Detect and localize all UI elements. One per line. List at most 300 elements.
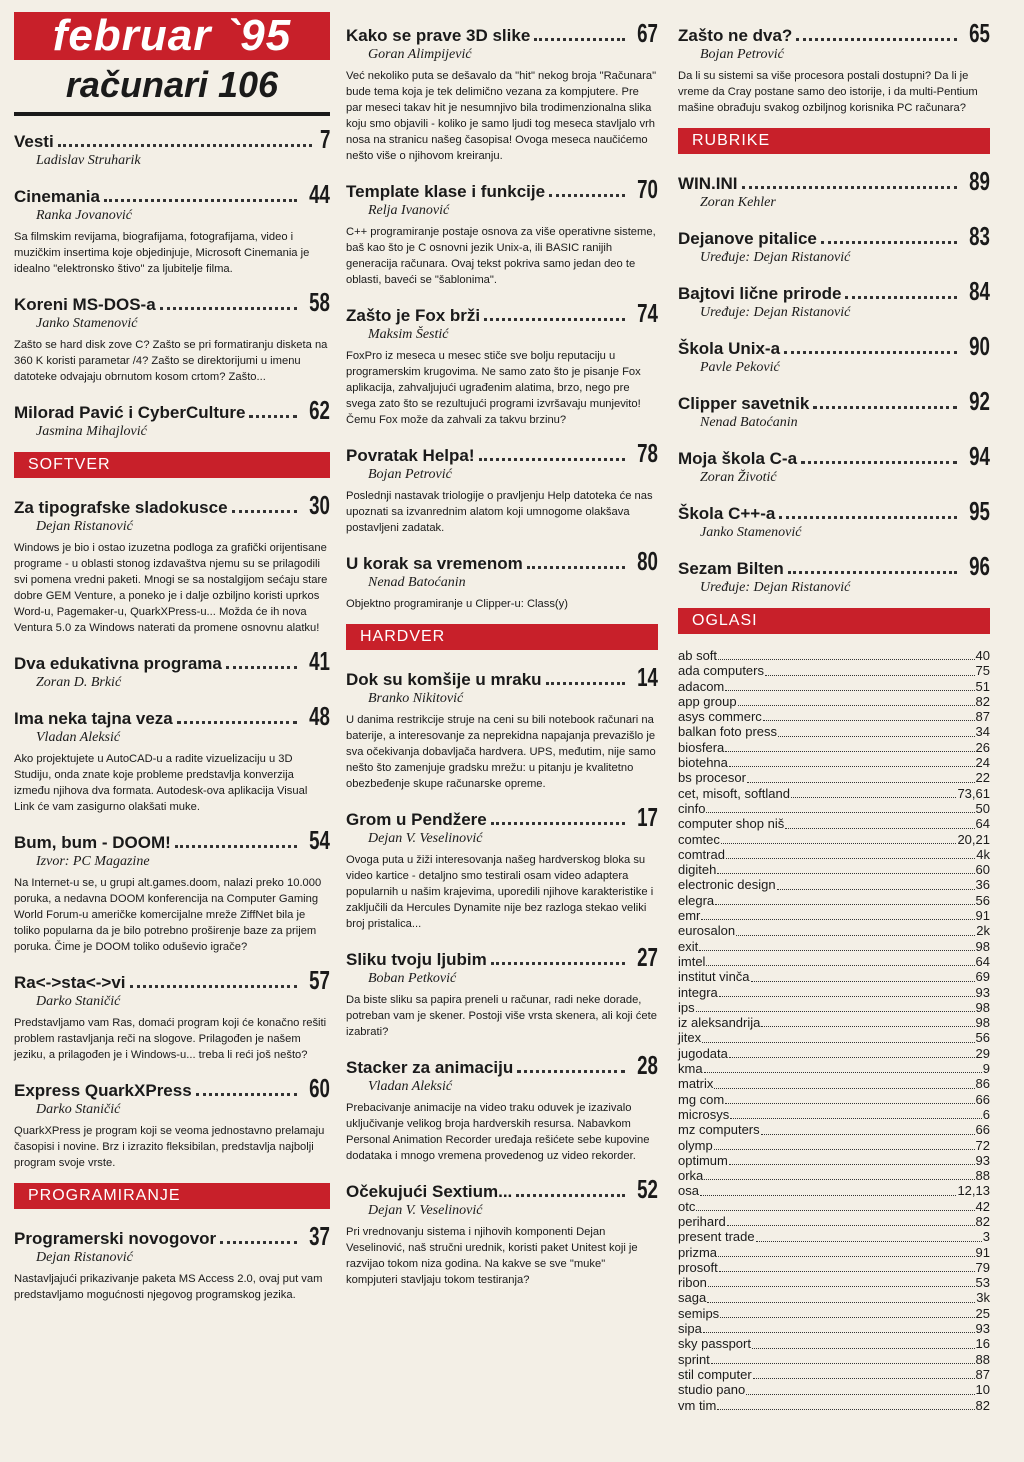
article-title: Cinemania <box>14 187 100 206</box>
leader-dots <box>517 1070 625 1073</box>
advertiser-row[interactable] <box>678 1382 990 1397</box>
article-description: Da biste sliku sa papira preneli u računar, radi neke dorade, potreban vam je skener. Postoji više vrsta skenera, ali koji ćete izabrati? <box>346 994 657 1038</box>
page-number: 41 <box>309 646 330 676</box>
advertiser-row[interactable] <box>678 1352 990 1367</box>
advertiser-name: ips <box>678 999 695 1015</box>
article-entry[interactable] <box>346 20 658 164</box>
article-title: U korak sa vremenom <box>346 554 523 573</box>
article-entry[interactable] <box>346 944 658 1040</box>
advertiser-name: mg com <box>678 1091 725 1107</box>
advertiser-row[interactable] <box>678 893 990 908</box>
oglasi-list <box>678 648 990 1413</box>
article-entry[interactable] <box>346 804 658 932</box>
advertiser-row[interactable] <box>678 1229 990 1244</box>
leader-dots <box>791 797 956 798</box>
leader-dots <box>708 1286 975 1287</box>
article-entry[interactable] <box>678 20 990 116</box>
advertiser-page: 88 <box>975 1351 990 1367</box>
advertiser-row[interactable] <box>678 1138 990 1153</box>
advertiser-row[interactable] <box>678 770 990 785</box>
advertiser-name: olymp <box>678 1137 713 1153</box>
advertiser-page: 87 <box>975 709 990 725</box>
article-title: Bajtovi lične prirode <box>678 284 842 303</box>
advertiser-row[interactable] <box>678 1336 990 1351</box>
article-heading <box>346 664 658 690</box>
advertiser-row[interactable] <box>678 862 990 877</box>
leader-dots <box>527 566 625 569</box>
article-author: Nenad Batoćanin <box>700 415 798 430</box>
article-author: Bojan Petrović <box>700 47 784 62</box>
article-title: Stacker za animaciju <box>346 1058 514 1077</box>
advertiser-page: 82 <box>975 693 990 709</box>
article-entry[interactable] <box>346 440 658 536</box>
advertiser-name: microsys <box>678 1106 730 1122</box>
advertiser-row[interactable] <box>678 1290 990 1305</box>
article-title: Ima neka tajna veza <box>14 709 173 728</box>
advertiser-name: emr <box>678 908 701 924</box>
article-heading <box>346 176 658 202</box>
article-entry[interactable] <box>14 397 330 440</box>
leader-dots <box>845 296 957 299</box>
page-number: 95 <box>969 496 990 526</box>
advertiser-row[interactable] <box>678 1153 990 1168</box>
article-title: Ra<->sta<->vi <box>14 973 126 992</box>
article-title: Grom u Pendžere <box>346 810 487 829</box>
advertiser-name: ribon <box>678 1275 707 1291</box>
advertiser-row[interactable] <box>678 1275 990 1290</box>
advertiser-name: ab soft <box>678 648 718 663</box>
leader-dots <box>699 950 974 951</box>
article-entry[interactable] <box>14 1223 330 1303</box>
article-title: Škola Unix-a <box>678 339 781 358</box>
article-entry[interactable] <box>346 1052 658 1164</box>
article-heading <box>14 126 330 152</box>
advertiser-row[interactable] <box>678 786 990 801</box>
leader-dots <box>725 690 974 691</box>
article-title: Template klase i funkcije <box>346 182 546 201</box>
page-number: 28 <box>637 1050 658 1080</box>
page-number: 14 <box>637 662 658 692</box>
advertiser-row[interactable] <box>678 832 990 847</box>
page-number: 74 <box>637 298 658 328</box>
article-description: Da li su sistemi sa više procesora postali dostupni? Da li je vreme da Cray postane samo deo istorije, i da multi-Pentium mašine obrađuju svakog ozbiljnog korisnika PC računara? <box>678 70 978 114</box>
advertiser-name: cet, misoft, softland <box>678 785 790 801</box>
article-entry[interactable] <box>346 300 658 428</box>
advertiser-row[interactable] <box>678 954 990 969</box>
advertiser-page: 73,61 <box>957 785 990 801</box>
leader-dots <box>232 510 298 513</box>
leader-dots <box>746 1394 974 1395</box>
article-description: Windows je bio i ostao izuzetna podloga za grafički orijentisane programe - u oblasti stonog izdavaštva njemu su se prilagodili svi pomena vredni paketi. Mnogi se sa nostalgijom sećaju stare dobre GEM Venture, a poneko je i dalje ozbiljno koristi uprkos Word-u, Pagemaker-u, QuarkXPress-u... Možda će ih nova Ventura 5.0 za Windows naterati da promene osnovnu alatku! <box>14 542 328 634</box>
page-number: 80 <box>637 546 658 576</box>
article-author: Vladan Aleksić <box>36 730 121 745</box>
advertiser-page: 53 <box>975 1275 990 1291</box>
advertiser-page: 24 <box>975 755 990 771</box>
article-author: Darko Staničić <box>36 994 121 1009</box>
advertiser-row[interactable] <box>678 877 990 892</box>
advertiser-name: matrix <box>678 1076 714 1092</box>
leader-dots <box>742 186 958 189</box>
article-author: Bojan Petrović <box>368 467 452 482</box>
advertiser-page: 82 <box>975 1213 990 1229</box>
article-entry[interactable] <box>678 168 990 211</box>
article-entry[interactable] <box>678 553 990 596</box>
article-author: Branko Nikitović <box>368 691 464 706</box>
section-oglasi: OGLASI <box>678 608 990 634</box>
article-author: Ladislav Struharik <box>36 153 141 168</box>
advertiser-row[interactable] <box>678 801 990 816</box>
article-heading <box>14 967 330 993</box>
leader-dots <box>534 38 625 41</box>
leader-dots <box>801 461 957 464</box>
leader-dots <box>720 1317 974 1318</box>
advertiser-page: 51 <box>975 678 990 694</box>
advertiser-name: comtrad <box>678 846 725 862</box>
article-entry[interactable] <box>678 443 990 486</box>
advertiser-name: biosfera <box>678 739 725 755</box>
advertiser-row[interactable] <box>678 1030 990 1045</box>
page-number: 52 <box>637 1174 658 1204</box>
advertiser-page: 88 <box>975 1168 990 1184</box>
leader-dots <box>715 904 974 905</box>
advertiser-name: digiteh <box>678 862 717 878</box>
leader-dots <box>175 845 297 848</box>
section-rubrike: RUBRIKE <box>678 128 990 154</box>
rubrike-entries <box>678 168 990 596</box>
advertiser-page: 91 <box>975 908 990 924</box>
article-entry[interactable] <box>678 498 990 541</box>
article-entry[interactable] <box>346 548 658 612</box>
advertiser-name: sky passport <box>678 1336 751 1352</box>
article-description: Nastavljajući prikazivanje paketa MS Access 2.0, ovaj put vam predstavljamo mogućnosti njegovog programskog jezika. <box>14 1273 323 1301</box>
advertiser-row[interactable] <box>678 1000 990 1015</box>
leader-dots <box>711 1363 975 1364</box>
article-description: Poslednji nastavak triologije o pravljenju Help datoteka će nas upoznati sa izvanrednim alatom koji umnogome olakšava postavljeni zadatak. <box>346 490 653 534</box>
leader-dots <box>491 962 625 965</box>
leader-dots <box>701 919 974 920</box>
leader-dots <box>484 318 625 321</box>
article-title: Bum, bum - DOOM! <box>14 833 171 852</box>
article-author: Dejan Ristanović <box>36 1250 133 1265</box>
advertiser-name: kma <box>678 1061 703 1077</box>
advertiser-page: 34 <box>975 724 990 740</box>
page-number: 62 <box>309 395 330 425</box>
page-number: 58 <box>309 287 330 317</box>
advertiser-name: mz computers <box>678 1122 760 1138</box>
advertiser-name: vm tim <box>678 1397 717 1413</box>
advertiser-name: electronic design <box>678 877 776 893</box>
advertiser-row[interactable] <box>678 923 990 938</box>
masthead-banner <box>14 12 330 60</box>
leader-dots <box>479 458 626 461</box>
leader-dots <box>761 1134 975 1135</box>
page-number: 17 <box>637 802 658 832</box>
advertiser-name: eurosalon <box>678 923 736 939</box>
section-softver: SOFTVER <box>14 452 330 478</box>
advertiser-row[interactable] <box>678 679 990 694</box>
advertiser-row[interactable] <box>678 908 990 923</box>
advertiser-row[interactable] <box>678 1260 990 1275</box>
article-author: Pavle Peković <box>700 360 780 375</box>
page-number: 92 <box>969 386 990 416</box>
leader-dots <box>729 1164 975 1165</box>
leader-dots <box>777 889 975 890</box>
advertiser-page: 10 <box>975 1382 990 1398</box>
advertiser-name: sprint <box>678 1351 710 1367</box>
article-heading <box>346 804 658 830</box>
article-entry[interactable] <box>346 1176 658 1288</box>
advertiser-name: otc <box>678 1198 696 1214</box>
advertiser-row[interactable] <box>678 816 990 831</box>
advertiser-row[interactable] <box>678 1245 990 1260</box>
article-entry[interactable] <box>14 126 330 169</box>
leader-dots <box>751 981 975 982</box>
advertiser-row[interactable] <box>678 648 990 663</box>
advertiser-page: 93 <box>975 1321 990 1337</box>
advertiser-name: computer shop niš <box>678 816 785 832</box>
page-number: 78 <box>637 438 658 468</box>
article-description: Već nekoliko puta se dešavalo da "hit" nekog broja "Računara" bude tema koja je tek delimično vezana za kompjutere. Pre par meseci takav hit je nesumnjivo bila trodimenzionalna slika koju smo objavili - koliko je samo ljudi tog meseca stavljalo vrh nosa na stranicu našeg časopisa! Ovoga meseca naučićemo nešto više o njihovom kreiranju. <box>346 70 657 162</box>
leader-dots <box>761 1026 974 1027</box>
advertiser-row[interactable] <box>678 724 990 739</box>
advertiser-row[interactable] <box>678 969 990 984</box>
article-entry[interactable] <box>346 176 658 288</box>
leader-dots <box>58 144 312 147</box>
advertiser-row[interactable] <box>678 1107 990 1122</box>
leader-dots <box>549 194 625 197</box>
article-author: Ranka Jovanović <box>36 208 133 223</box>
article-author: Dejan Ristanović <box>36 519 133 534</box>
leader-dots <box>491 822 625 825</box>
leader-dots <box>729 766 975 767</box>
col1-entries <box>14 126 330 440</box>
col2-entries <box>346 20 658 612</box>
article-entry[interactable] <box>14 181 330 277</box>
advertiser-row[interactable] <box>678 847 990 862</box>
article-title: Dejanove pitalice <box>678 229 817 248</box>
advertiser-row[interactable] <box>678 1367 990 1382</box>
advertiser-page: 66 <box>975 1122 990 1138</box>
advertiser-name: prizma <box>678 1244 718 1260</box>
article-description: Zašto se hard disk zove C? Zašto se pri formatiranju disketa na 360 K koristi parametar /4? Zašto se direktorijumi u imenu datoteke odvajaju obrnutom kosom crtom? Zašto... <box>14 339 328 383</box>
advertiser-page: 25 <box>975 1305 990 1321</box>
advertiser-page: 69 <box>975 969 990 985</box>
page-number: 44 <box>309 179 330 209</box>
article-heading <box>346 944 658 970</box>
column-right <box>678 0 990 1413</box>
article-title: Očekujući Sextium... <box>346 1182 513 1201</box>
advertiser-page: 98 <box>975 1015 990 1031</box>
article-title: Dok su komšije u mraku <box>346 670 542 689</box>
advertiser-row[interactable] <box>678 1398 990 1413</box>
article-description: FoxPro iz meseca u mesec stiče sve bolju reputaciju u programerskim krugovima. Ne samo zato što je pisanje Fox aplikacija, zahvaljujući ugrađenim alatima, brzo, nego pre svega zato što se rezultujući programi izvršavaju munjevito! Čemu Fox može da zahvali za takvu brzinu? <box>346 350 641 426</box>
page-number: 65 <box>969 18 990 48</box>
page-number: 37 <box>309 1221 330 1251</box>
advertiser-row[interactable] <box>678 1092 990 1107</box>
advertiser-row[interactable] <box>678 740 990 755</box>
article-heading <box>14 827 330 853</box>
advertiser-row[interactable] <box>678 1168 990 1183</box>
advertiser-page: 3k <box>976 1290 990 1306</box>
advertiser-name: comtec <box>678 831 720 847</box>
advertiser-page: 16 <box>975 1336 990 1352</box>
article-entry[interactable] <box>14 1075 330 1171</box>
leader-dots <box>729 1057 975 1058</box>
advertiser-row[interactable] <box>678 663 990 678</box>
article-heading <box>346 440 658 466</box>
leader-dots <box>702 1042 974 1043</box>
page-number: 83 <box>969 221 990 251</box>
advertiser-row[interactable] <box>678 1076 990 1091</box>
article-author: Vladan Aleksić <box>368 1079 453 1094</box>
programiranje-entries <box>14 1223 330 1303</box>
article-title: Dva edukativna programa <box>14 654 222 673</box>
article-entry[interactable] <box>14 648 330 691</box>
leader-dots <box>719 996 975 997</box>
article-description: Pri vrednovanju sistema i njihovih komponenti Dejan Veselinović, naš stručni urednik, koristi paket Unitest koji je razvijao tokom niza godina. Na kakve se sve "muke" kompjuteri stavljaju tokom testiranja? <box>346 1226 638 1286</box>
leader-dots <box>717 873 974 874</box>
page-number: 70 <box>637 174 658 204</box>
article-heading <box>678 333 990 359</box>
advertiser-row[interactable] <box>678 755 990 770</box>
article-title: Programerski novogovor <box>14 1229 217 1248</box>
leader-dots <box>727 1225 975 1226</box>
advertiser-row[interactable] <box>678 709 990 724</box>
article-entry[interactable] <box>14 289 330 385</box>
advertiser-page: 66 <box>975 1091 990 1107</box>
advertiser-name: adacom <box>678 678 725 694</box>
advertiser-name: exit <box>678 938 699 954</box>
advertiser-row[interactable] <box>678 1122 990 1137</box>
leader-dots <box>714 1088 974 1089</box>
advertiser-page: 64 <box>975 816 990 832</box>
article-entry[interactable] <box>678 333 990 376</box>
article-title: Sliku tvoju ljubim <box>346 950 487 969</box>
advertiser-page: 29 <box>975 1045 990 1061</box>
article-heading <box>346 1176 658 1202</box>
article-heading <box>678 168 990 194</box>
section-programiranje: PROGRAMIRANJE <box>14 1183 330 1209</box>
article-heading <box>678 443 990 469</box>
advertiser-page: 50 <box>975 800 990 816</box>
article-title: Zašto ne dva? <box>678 26 793 45</box>
article-author: Dejan V. Veselinović <box>368 831 483 846</box>
article-author: Zoran D. Brkić <box>36 675 122 690</box>
advertiser-row[interactable] <box>678 1214 990 1229</box>
issue-month: februar `95 <box>52 11 292 60</box>
article-description: C++ programiranje postaje osnova za više operativne sisteme, baš kao što je C osnovni jezik Unix-a, ili BASIC ranijih generacija računara. Ovaj tekst pokriva samo jedan deo te oblasti, baveći se "šablonima". <box>346 226 656 286</box>
page-number: 30 <box>309 490 330 520</box>
leader-dots <box>696 1011 975 1012</box>
advertiser-name: elegra <box>678 892 715 908</box>
leader-dots <box>703 1332 975 1333</box>
leader-dots <box>226 666 297 669</box>
advertiser-row[interactable] <box>678 1199 990 1214</box>
article-heading <box>14 1075 330 1101</box>
article-entry[interactable] <box>678 278 990 321</box>
advertiser-name: orka <box>678 1168 704 1184</box>
leader-dots <box>220 1241 297 1244</box>
article-entry[interactable] <box>14 827 330 955</box>
article-heading <box>346 20 658 46</box>
page-number: 60 <box>309 1073 330 1103</box>
article-author: Dejan V. Veselinović <box>368 1203 483 1218</box>
advertiser-page: 75 <box>975 663 990 679</box>
leader-dots <box>249 415 297 418</box>
article-entry[interactable] <box>346 664 658 792</box>
page-number: 94 <box>969 441 990 471</box>
leader-dots <box>704 1072 982 1073</box>
article-entry[interactable] <box>14 703 330 815</box>
article-heading <box>346 548 658 574</box>
article-author: Uređuje: Dejan Ristanović <box>700 250 851 265</box>
leader-dots <box>725 1103 974 1104</box>
page-number: 96 <box>969 551 990 581</box>
article-author: Darko Staničić <box>36 1102 121 1117</box>
advertiser-page: 98 <box>975 999 990 1015</box>
advertiser-page: 22 <box>975 770 990 786</box>
advertiser-row[interactable] <box>678 694 990 709</box>
advertiser-page: 93 <box>975 1152 990 1168</box>
leader-dots <box>736 935 975 936</box>
advertiser-row[interactable] <box>678 1061 990 1076</box>
advertiser-row[interactable] <box>678 939 990 954</box>
article-entry[interactable] <box>678 223 990 266</box>
advertiser-row[interactable] <box>678 1306 990 1321</box>
hardver-entries <box>346 664 658 1288</box>
article-heading <box>14 492 330 518</box>
leader-dots <box>721 843 957 844</box>
advertiser-row[interactable] <box>678 1321 990 1336</box>
leader-dots <box>738 705 975 706</box>
leader-dots <box>696 1210 974 1211</box>
advertiser-name: iz aleksandrija <box>678 1015 761 1031</box>
leader-dots <box>813 406 957 409</box>
advertiser-name: integra <box>678 984 718 1000</box>
advertiser-name: asys commerc <box>678 709 762 725</box>
advertiser-page: 42 <box>975 1198 990 1214</box>
advertiser-page: 91 <box>975 1244 990 1260</box>
advertiser-row[interactable] <box>678 1183 990 1198</box>
article-title: Za tipografske sladokusce <box>14 498 228 517</box>
article-description: Predstavljamo vam Ras, domaći program koji će konačno rešiti problem rastavljanja reči na slogove. Prilagođen je našem jeziku, a prilagođen je i Windows-u... treba li reći još nešto? <box>14 1017 327 1061</box>
article-title: Sezam Bilten <box>678 559 784 578</box>
advertiser-name: bs procesor <box>678 770 746 786</box>
advertiser-page: 86 <box>975 1076 990 1092</box>
advertiser-page: 20,21 <box>957 831 990 847</box>
article-entry[interactable] <box>14 967 330 1063</box>
page-number: 84 <box>969 276 990 306</box>
leader-dots <box>718 659 975 660</box>
advertiser-page: 2k <box>976 923 990 939</box>
advertiser-page: 87 <box>975 1366 990 1382</box>
article-entry[interactable] <box>14 492 330 636</box>
advertiser-row[interactable] <box>678 1015 990 1030</box>
article-heading <box>678 553 990 579</box>
article-title: Milorad Pavić i CyberCulture <box>14 403 246 422</box>
column-middle <box>346 0 658 1300</box>
article-author: Nenad Batoćanin <box>368 575 466 590</box>
leader-dots <box>160 307 297 310</box>
advertiser-name: stil computer <box>678 1366 752 1382</box>
article-entry[interactable] <box>678 388 990 431</box>
advertiser-name: semips <box>678 1305 720 1321</box>
advertiser-row[interactable] <box>678 1046 990 1061</box>
advertiser-page: 9 <box>982 1061 990 1077</box>
advertiser-page: 60 <box>975 862 990 878</box>
advertiser-row[interactable] <box>678 985 990 1000</box>
advertiser-name: balkan foto press <box>678 724 778 740</box>
